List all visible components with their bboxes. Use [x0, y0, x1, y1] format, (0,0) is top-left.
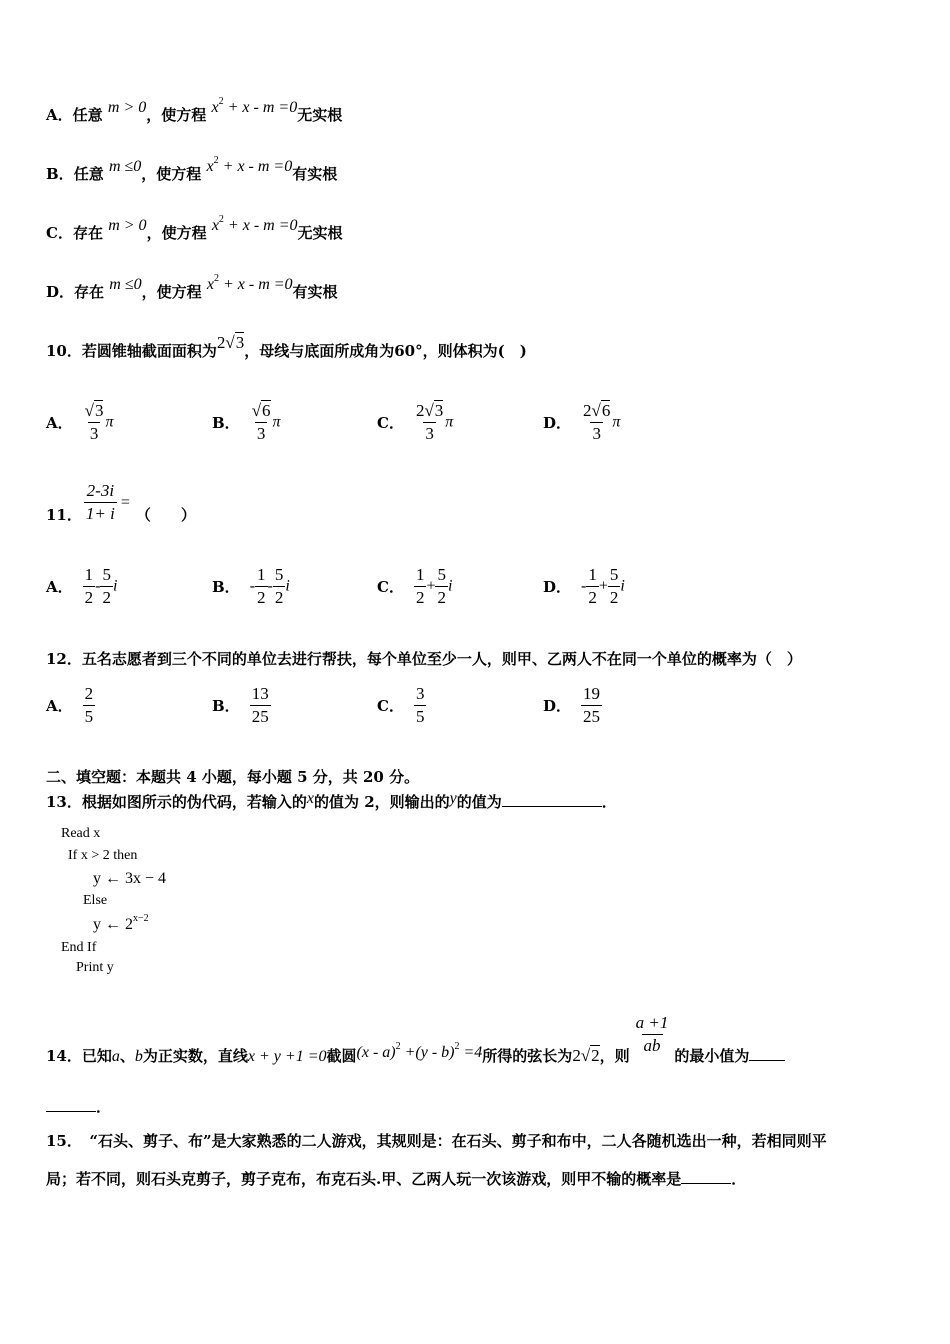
math-rest: + x - m =0: [222, 276, 293, 293]
option-label: C．: [377, 578, 404, 596]
question-text: 的值为 2，则输出的: [314, 793, 450, 811]
option-label: C．: [46, 224, 73, 242]
frac-numerator: 13: [251, 684, 269, 703]
frac-denominator: 3: [425, 424, 434, 443]
question-text: ．: [601, 793, 617, 811]
math-sup: 2: [218, 214, 224, 225]
math-coef: 2: [572, 1045, 581, 1065]
frac-numerator: √6: [251, 401, 271, 420]
q9-option-d: [46, 273, 338, 302]
math-pi: π: [445, 413, 454, 431]
option-label: A．: [46, 697, 73, 715]
section-heading: 二、填空题：本题共 4 小题，每小题 5 分，共 20 分。: [46, 768, 420, 786]
math-circle: [356, 1040, 483, 1061]
fraction: [581, 683, 602, 728]
q11-option-d: [543, 564, 625, 609]
frac-denominator: 5: [415, 707, 425, 726]
question-number: 11．: [46, 506, 82, 524]
answer-blank[interactable]: [681, 1169, 731, 1184]
math-radicand: 6: [601, 401, 611, 420]
option-text: ，使方程: [141, 283, 202, 301]
math-equation: [211, 214, 298, 234]
q9-option-b: [46, 155, 338, 184]
math-imag: i: [447, 577, 453, 595]
question-text: 的最小值为: [674, 1046, 750, 1065]
answer-blank-continued[interactable]: [46, 1097, 96, 1112]
frac-denominator: 25: [583, 707, 601, 726]
math-coef: 2: [216, 333, 226, 352]
q10-option-c: [377, 400, 453, 445]
math-term: (x - a): [356, 1043, 396, 1061]
math-condition: m ≤0: [108, 158, 142, 175]
frac-denominator: 2: [437, 588, 446, 607]
option-label: D．: [543, 578, 572, 596]
code-line-else-assign: [93, 913, 149, 934]
frac-numerator: 5: [102, 565, 111, 584]
option-label: B．: [212, 697, 240, 715]
math-operator: +: [426, 577, 436, 595]
math-area: 2√3: [216, 333, 245, 352]
question-text: 的值为: [456, 793, 502, 811]
question-text: ．: [731, 1170, 747, 1188]
fraction: [250, 683, 271, 728]
question-text: 局；若不同，则石头克剪子，剪子克布，布克石头.甲、乙两人玩一次该游戏，则甲不输的概率是: [46, 1170, 682, 1188]
frac-denominator: 1+ i: [85, 504, 115, 523]
frac-numerator: 2√6: [583, 401, 611, 420]
question-text: ．: [96, 1098, 112, 1116]
math-sign: -: [249, 577, 256, 595]
math-equation: [206, 273, 293, 293]
q12-stem: 12．五名志愿者到三个不同的单位去进行帮扶，每个单位至少一人，则甲、乙两人不在同一个单位的概率为（ ）: [46, 650, 802, 668]
fraction: [581, 400, 612, 445]
frac-numerator: 1: [84, 565, 94, 584]
code-line-then-assign: y ← 3x − 4: [93, 870, 167, 887]
option-label: B．: [212, 414, 240, 432]
frac-denominator: 3: [256, 424, 266, 443]
frac-denominator: 3: [592, 424, 601, 443]
q9-option-c: [46, 214, 343, 243]
math-imag: i: [285, 577, 290, 595]
math-var: x: [306, 790, 314, 807]
math-sup: 2: [218, 96, 224, 107]
math-sup: 2: [395, 1040, 401, 1052]
math-rest: + x - m =0: [227, 217, 298, 234]
fraction: [414, 683, 427, 728]
q13-stem: [46, 791, 617, 812]
math-radicand: 3: [235, 333, 245, 352]
frac-denominator: 2: [415, 588, 425, 607]
frac-numerator: a +1: [635, 1013, 669, 1032]
fraction: [414, 400, 445, 445]
option-text: 无实根: [297, 106, 343, 124]
math-plus: +: [404, 1043, 416, 1061]
math-sup: 2: [454, 1040, 460, 1052]
math-var: x: [211, 217, 219, 234]
question-text: 10．若圆锥轴截面面积为: [46, 342, 217, 360]
math-sup: 2: [213, 155, 219, 166]
math-imag: i: [112, 577, 118, 595]
code-line-endif: End If: [61, 940, 97, 955]
math-line: x + y +1 =0: [247, 1047, 327, 1065]
option-label: C．: [377, 414, 404, 432]
option-text: 任意: [72, 106, 103, 124]
option-text: 有实根: [292, 283, 338, 301]
question-text: 、: [119, 1046, 135, 1065]
fraction: [250, 400, 273, 445]
math-operator: -: [267, 577, 273, 595]
math-pi: π: [272, 413, 281, 431]
option-text: ，使方程: [146, 106, 207, 124]
math-radicand: 6: [262, 401, 271, 420]
fraction: [435, 564, 448, 609]
math-var: x: [206, 276, 214, 293]
math-var: x: [206, 158, 214, 175]
frac-numerator: 2: [84, 684, 94, 703]
answer-blank[interactable]: [749, 1046, 785, 1061]
q10-stem: [46, 333, 527, 361]
option-text: 存在: [74, 283, 105, 301]
frac-numerator: 1: [588, 565, 597, 584]
code-line-read: Read x: [61, 826, 101, 841]
fraction: [100, 564, 113, 609]
math-equation: [206, 155, 293, 175]
math-condition: m ≤0: [109, 276, 142, 293]
fraction: [255, 564, 268, 609]
frac-numerator: 3: [415, 684, 425, 703]
option-text: 存在: [72, 224, 103, 242]
q12-option-d: [543, 683, 602, 728]
math-radicand: 3: [94, 401, 104, 420]
option-label: B．: [46, 165, 74, 183]
math-equals: =: [120, 493, 130, 511]
code-text: y ← 2: [93, 916, 133, 933]
q12-option-b: [212, 683, 271, 728]
frac-numerator: 5: [274, 565, 284, 584]
math-var: b: [134, 1047, 143, 1065]
question-text: 14．已知: [46, 1046, 112, 1065]
frac-numerator: 2-3i: [86, 481, 115, 500]
option-text: 有实根: [292, 165, 338, 183]
option-text: 无实根: [297, 224, 343, 242]
fraction: [84, 480, 117, 525]
q10-option-d: [543, 400, 620, 445]
q11-option-c: [377, 564, 452, 609]
code-line-else: Else: [83, 893, 108, 908]
option-text: ，使方程: [146, 224, 207, 242]
math-pi: π: [105, 413, 114, 431]
q14-blank-continued: [46, 1096, 111, 1117]
math-var: a: [111, 1047, 120, 1065]
math-coef: 2: [583, 401, 592, 420]
option-label: A．: [46, 414, 73, 432]
answer-paren: （ ）: [135, 506, 196, 524]
frac-numerator: 1: [415, 565, 425, 584]
code-line-if: If x > 2 then: [68, 848, 138, 863]
option-label: B．: [212, 578, 240, 596]
q12-option-a: [46, 683, 95, 728]
fraction: [634, 1012, 671, 1057]
frac-numerator: 19: [583, 684, 601, 703]
q9-option-a: [46, 96, 343, 125]
q10-option-b: [212, 400, 281, 445]
fraction: [414, 564, 427, 609]
math-var: x: [211, 99, 219, 116]
math-sign: -: [581, 577, 587, 595]
frac-numerator: 5: [437, 565, 446, 584]
frac-denominator: 2: [274, 588, 284, 607]
q11-option-b: [212, 564, 290, 609]
frac-denominator: 3: [89, 424, 99, 443]
option-text: ，使方程: [141, 165, 202, 183]
option-label: D．: [543, 697, 572, 715]
question-text: 13．根据如图所示的伪代码，若输入的: [46, 793, 307, 811]
math-sup: 2: [213, 273, 219, 284]
option-label: C．: [377, 697, 404, 715]
math-rest: + x - m =0: [227, 99, 298, 116]
frac-numerator: 5: [609, 565, 619, 584]
frac-denominator: ab: [643, 1036, 661, 1055]
frac-numerator: 2√3: [415, 401, 444, 420]
option-label: D．: [46, 283, 75, 301]
option-text: 任意: [73, 165, 104, 183]
fraction: [608, 564, 621, 609]
option-label: D．: [543, 414, 572, 432]
question-text: 截圆: [326, 1046, 357, 1065]
math-rhs: =4: [463, 1043, 483, 1061]
question-text: ，母线与底面所成角为60°，则体积为( ): [244, 342, 527, 360]
q14-stem: [46, 1012, 785, 1065]
question-text: ，则: [599, 1046, 630, 1065]
frac-denominator: 2: [609, 588, 619, 607]
math-imag: i: [620, 577, 625, 595]
q11-stem: [46, 480, 196, 525]
code-line-print: Print y: [76, 960, 114, 975]
frac-denominator: 2: [257, 588, 266, 607]
frac-denominator: 25: [251, 707, 269, 726]
fraction: [586, 564, 599, 609]
math-radicand: 3: [434, 401, 444, 420]
math-operator: +: [598, 577, 608, 595]
fraction: [83, 564, 96, 609]
frac-denominator: 2: [102, 588, 111, 607]
math-chord: 2√2: [572, 1045, 600, 1065]
q11-option-a: [46, 564, 117, 609]
math-radicand: 2: [591, 1045, 600, 1065]
frac-numerator: 1: [257, 565, 266, 584]
option-label: A．: [46, 106, 73, 124]
math-var: y: [449, 790, 457, 807]
answer-blank[interactable]: [502, 792, 602, 807]
q15-line1: 15． “石头、剪子、布”是大家熟悉的二人游戏，其规则是：在石头、剪子和布中，二人各随机选出一种，若相同则平: [46, 1132, 827, 1150]
math-rest: + x - m =0: [222, 158, 293, 175]
option-label: A．: [46, 578, 73, 596]
q10-option-a: [46, 400, 114, 445]
math-condition: m > 0: [108, 217, 147, 234]
math-condition: m > 0: [107, 99, 147, 116]
question-text: 所得的弦长为: [482, 1046, 573, 1065]
q15-line2: [46, 1168, 746, 1189]
frac-denominator: 5: [84, 707, 94, 726]
math-operator: -: [95, 577, 101, 595]
fraction: [83, 400, 106, 445]
fraction: [273, 564, 286, 609]
q12-option-c: [377, 683, 426, 728]
math-term: (y - b): [415, 1043, 455, 1061]
code-sup: x−2: [133, 913, 149, 924]
fraction: [83, 683, 96, 728]
math-pi: π: [612, 413, 621, 431]
frac-numerator: √3: [84, 401, 104, 420]
frac-denominator: 2: [588, 588, 597, 607]
math-coef: 2: [415, 401, 425, 420]
question-text: 为正实数，直线: [142, 1046, 248, 1065]
frac-denominator: 2: [84, 588, 94, 607]
math-equation: [211, 96, 298, 116]
